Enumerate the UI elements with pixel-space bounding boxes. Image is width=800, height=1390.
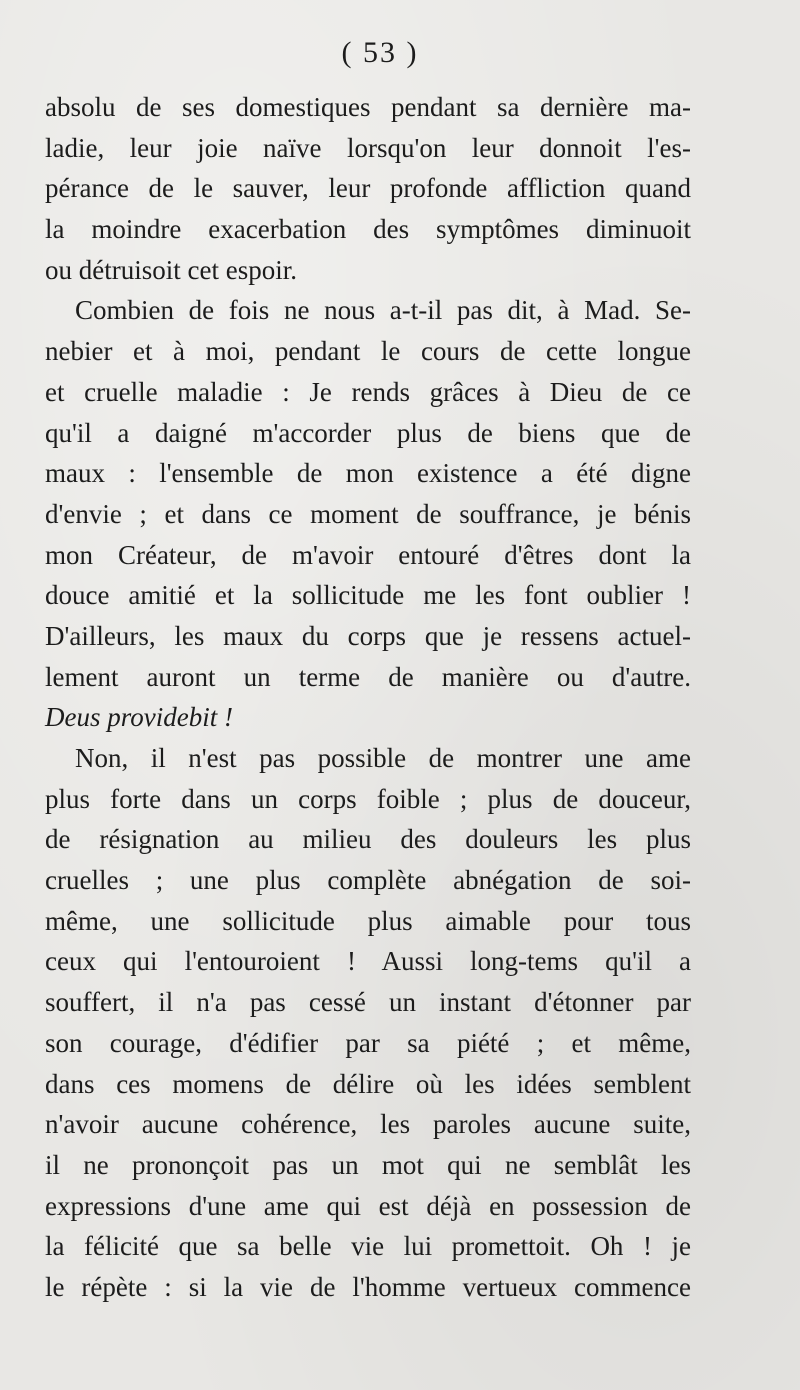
text-line: ceux qui l'entouroient ! Aussi long-tems qu'il a bbox=[45, 946, 691, 977]
text-line: n'avoir aucune cohérence, les paroles aucune suite, bbox=[45, 1109, 691, 1140]
text-line: souffert, il n'a pas cessé un instant d'étonner par bbox=[45, 987, 691, 1018]
text-line: la moindre exacerbation des symptômes diminuoit bbox=[45, 214, 691, 245]
body-text bbox=[45, 87, 691, 1308]
text-line: nebier et à moi, pendant le cours de cette longue bbox=[45, 336, 691, 367]
text-line: cruelles ; une plus complète abnégation de soi- bbox=[45, 865, 691, 896]
text-line: et cruelle maladie : Je rends grâces à Dieu de ce bbox=[45, 376, 691, 407]
text-line: il ne prononçoit pas un mot qui ne semblât les bbox=[45, 1149, 691, 1180]
text-line: pérance de le sauver, leur profonde affliction quand bbox=[45, 173, 691, 204]
text-line: son courage, d'édifier par sa piété ; et même, bbox=[45, 1027, 691, 1058]
text-line: dans ces momens de délire où les idées semblent bbox=[45, 1068, 691, 1099]
text-line: plus forte dans un corps foible ; plus de douceur, bbox=[45, 783, 691, 814]
text-line: lement auront un terme de manière ou d'autre. bbox=[45, 661, 691, 692]
text-line: le répète : si la vie de l'homme vertueux commence bbox=[45, 1271, 691, 1302]
text-line: de résignation au milieu des douleurs les plus bbox=[45, 824, 691, 855]
text-line: la félicité que sa belle vie lui promettoit. Oh ! je bbox=[45, 1231, 691, 1262]
page-number: ( 53 ) bbox=[341, 36, 419, 69]
latin-quote: Deus providebit ! bbox=[45, 702, 233, 733]
text-line: douce amitié et la sollicitude me les font oublier ! bbox=[45, 580, 691, 611]
text-line: d'envie ; et dans ce moment de souffrance, je bénis bbox=[45, 498, 691, 529]
text-line: D'ailleurs, les maux du corps que je ressens actuel- bbox=[45, 620, 691, 651]
text-line: mon Créateur, de m'avoir entouré d'êtres dont la bbox=[45, 539, 691, 570]
text-line: ou détruisoit cet espoir. bbox=[45, 254, 297, 285]
text-line: maux : l'ensemble de mon existence a été digne bbox=[45, 458, 691, 489]
text-line: Non, il n'est pas possible de montrer une ame bbox=[75, 743, 691, 773]
text-line: expressions d'une ame qui est déjà en possession de bbox=[45, 1190, 691, 1221]
text-line: absolu de ses domestiques pendant sa dernière ma- bbox=[45, 92, 691, 122]
text-line: qu'il a daigné m'accorder plus de biens que de bbox=[45, 417, 691, 448]
text-line: ladie, leur joie naïve lorsqu'on leur donnoit l'es- bbox=[45, 132, 691, 163]
text-line: même, une sollicitude plus aimable pour tous bbox=[45, 905, 691, 936]
text-line: Combien de fois ne nous a-t-il pas dit, à Mad. Se- bbox=[75, 295, 691, 326]
